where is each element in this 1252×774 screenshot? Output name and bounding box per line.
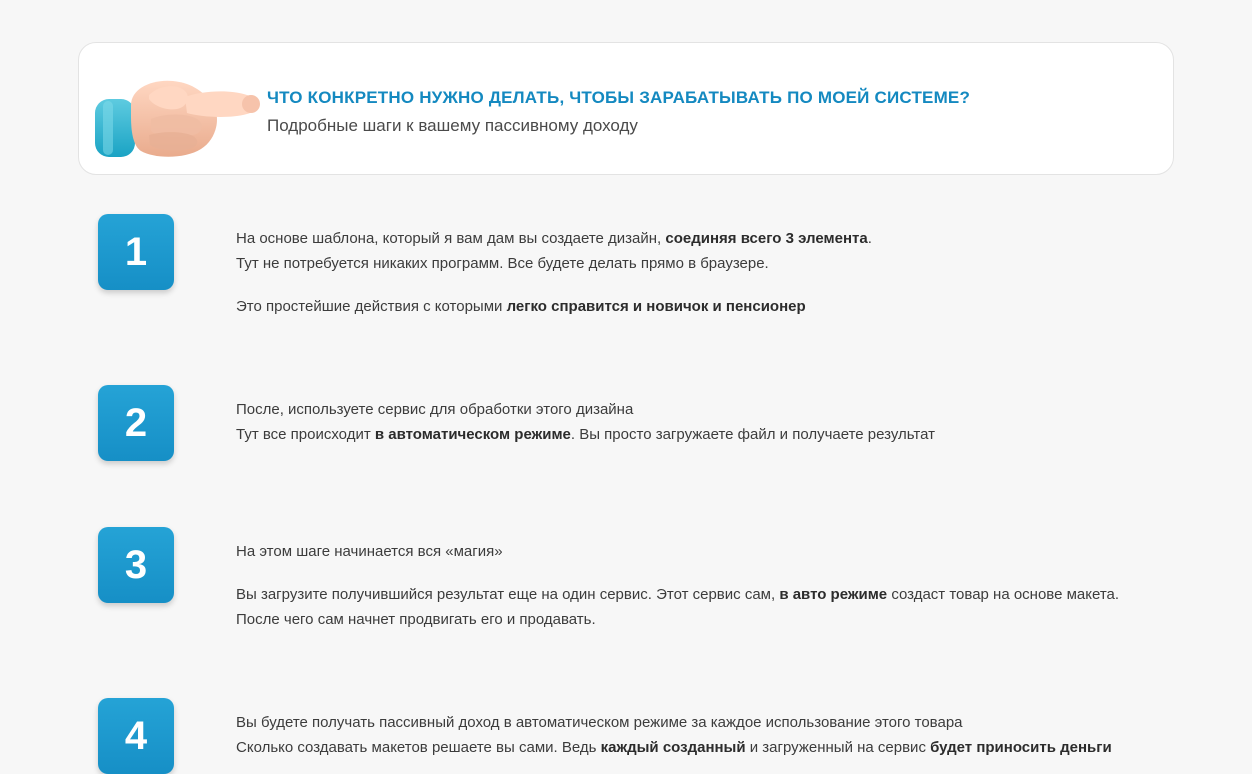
- step-text: [236, 527, 1119, 632]
- plain-text: Сколько создавать макетов решаете вы сами. Ведь: [236, 739, 601, 756]
- plain-text: . Вы просто загружаете файл и получаете результат: [570, 426, 936, 443]
- plain-text: Это простейшие действия с которыми: [236, 298, 507, 315]
- plain-text: На основе шаблона, который я вам дам вы создаете дизайн,: [236, 230, 666, 247]
- step-number-badge: 3: [98, 527, 174, 603]
- step-line: [236, 539, 1119, 564]
- step-line: [236, 735, 1112, 760]
- plain-text: После, используете сервис для обработки этого дизайна: [236, 401, 634, 418]
- emphasis-text: соединяя всего 3 элемента: [665, 230, 868, 247]
- step-line: [236, 397, 935, 422]
- step-item: [0, 385, 1252, 461]
- plain-text: .: [867, 230, 872, 247]
- page-title: ЧТО КОНКРЕТНО НУЖНО ДЕЛАТЬ, ЧТОБЫ ЗАРАБАТЫВАТЬ ПО МОЕЙ СИСТЕМЕ?: [267, 88, 971, 107]
- steps-list: [0, 200, 1252, 774]
- step-text: [236, 698, 1112, 760]
- plain-text: После чего сам начнет продвигать его и продавать.: [236, 611, 596, 628]
- emphasis-text: каждый созданный: [600, 739, 746, 756]
- step-line: [236, 582, 1119, 607]
- step-line: [236, 422, 935, 447]
- plain-text: и загруженный на сервис: [745, 739, 931, 756]
- plain-text: Тут все происходит: [236, 426, 375, 443]
- pointing-hand-icon: [89, 61, 279, 171]
- step-text: [236, 385, 935, 447]
- step-line: [236, 294, 872, 319]
- step-line: [236, 226, 872, 251]
- plain-text: Вы будете получать пассивный доход в автоматическом режиме за каждое использование этого товара: [236, 714, 963, 731]
- step-item: [0, 698, 1252, 774]
- step-number-badge: 2: [98, 385, 174, 461]
- plain-text: создаст товар на основе макета.: [887, 586, 1120, 603]
- page-subtitle: Подробные шаги к вашему пассивному доходу: [267, 116, 638, 135]
- step-line: [236, 710, 1112, 735]
- plain-text: Вы загрузите получившийся результат еще на один сервис. Этот сервис сам,: [236, 586, 780, 603]
- step-text: [236, 214, 872, 319]
- emphasis-text: в автоматическом режиме: [374, 426, 571, 443]
- plain-text: Тут не потребуется никаких программ. Все будете делать прямо в браузере.: [236, 255, 769, 272]
- step-line: [236, 251, 872, 276]
- step-number-badge: 1: [98, 214, 174, 290]
- step-line: [236, 607, 1119, 632]
- emphasis-text: будет приносить деньги: [930, 739, 1112, 756]
- header-text-block: [267, 87, 1147, 137]
- step-number-badge: 4: [98, 698, 174, 774]
- header-card: [78, 42, 1174, 175]
- plain-text: На этом шаге начинается вся «магия»: [236, 543, 503, 560]
- step-item: [0, 527, 1252, 632]
- step-item: [0, 214, 1252, 319]
- emphasis-text: легко справится и новичок и пенсионер: [506, 298, 806, 315]
- emphasis-text: в авто режиме: [779, 586, 888, 603]
